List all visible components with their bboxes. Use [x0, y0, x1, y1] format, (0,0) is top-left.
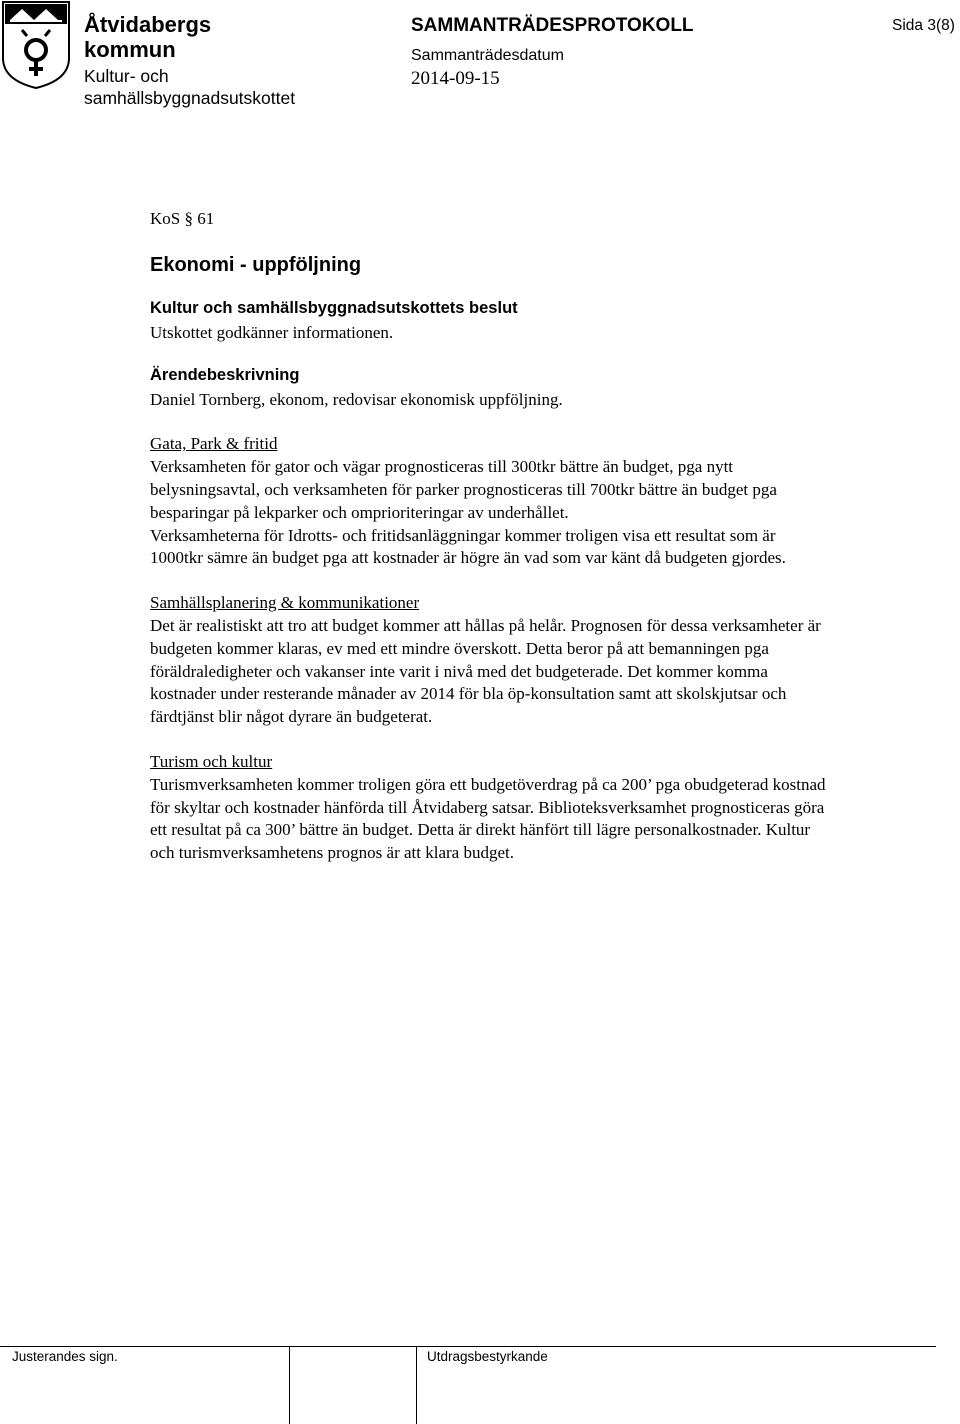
section-heading: Gata, Park & fritid: [150, 434, 278, 454]
department-name-line1: Kultur- och: [84, 66, 169, 86]
footer-divider: [0, 1346, 936, 1347]
section-turism-kultur: [150, 751, 830, 865]
decision-heading: Kultur och samhällsbyggnadsutskottets beslut: [150, 298, 518, 317]
page-number: Sida 3(8): [892, 17, 955, 34]
description-heading: Ärendebeskrivning: [150, 365, 300, 384]
organization-name-line1: Åtvidabergs: [84, 12, 212, 37]
department-name-line2: samhällsbyggnadsutskottet: [84, 88, 296, 108]
footer-column-divider: [416, 1346, 417, 1424]
signature-label: Justerandes sign.: [12, 1349, 118, 1364]
description-text: Daniel Tornberg, ekonom, redovisar ekonomisk uppföljning.: [150, 389, 563, 409]
protocol-body: [150, 208, 830, 865]
section-samhallsplanering: [150, 592, 830, 729]
document-title: SAMMANTRÄDESPROTOKOLL: [411, 15, 694, 36]
municipal-coat-of-arms-icon: [0, 0, 72, 90]
section-paragraph: Verksamheterna för Idrotts- och fritidsanläggningar kommer troligen visa ett resultat som är 1000tkr sämre än budget pga att kostnader är högre än vad som var känt då budgeten gjordes.: [150, 525, 786, 568]
item-title: Ekonomi - uppföljning: [150, 253, 362, 276]
section-paragraph: Turismverksamheten kommer troligen göra ett budgetöverdrag på ca 200’ pga obudgeterad kostnad för skyltar och kostnader hänförda till Åtvidaberg satsar. Biblioteksverksamhet prognosticeras göra ett resultat på ca 300’ bättre än budget. Detta är direkt hänfört till lägre personalkostnader. Kultur och turismverksamhetens prognos är att klara budget.: [150, 774, 826, 863]
footer-column-divider: [289, 1346, 290, 1424]
organization-name-line2: kommun: [84, 37, 176, 62]
section-heading: Samhällsplanering & kommunikationer: [150, 593, 420, 613]
section-paragraph: Verksamheten för gator och vägar prognosticeras till 300tkr bättre än budget, pga nytt belysningsavtal, och verksamheten för parker prognosticeras till 700tkr bättre än budget pga besparingar på lekparker och omprioriteringar av underhållet.: [150, 457, 777, 522]
section-heading: Turism och kultur: [150, 751, 273, 771]
organization-name: [84, 12, 211, 62]
meeting-date-label: Sammanträdesdatum: [411, 47, 564, 64]
certification-label: Utdragsbestyrkande: [427, 1349, 548, 1364]
section-identifier: KoS § 61: [150, 209, 215, 228]
section-paragraph: Det är realistiskt att tro att budget kommer att hållas på helår. Prognosen för dessa verksamheter är budgeten kommer klaras, ev med ett mindre överskott. Detta beror på att bemanningen pga föräldraledigheter och vakanser inte varit i nivå med det budgeterade. Det kommer komma kostnader under resterande månader av 2014 för bla öp-konsultation samt att skolskjutsar och färdtjänst blir något dyrare än budgeterat.: [150, 615, 821, 727]
section-gata-park-fritid: [150, 433, 830, 570]
department-name: [84, 65, 295, 109]
meeting-date: 2014-09-15: [411, 68, 500, 89]
decision-text: Utskottet godkänner informationen.: [150, 322, 394, 342]
